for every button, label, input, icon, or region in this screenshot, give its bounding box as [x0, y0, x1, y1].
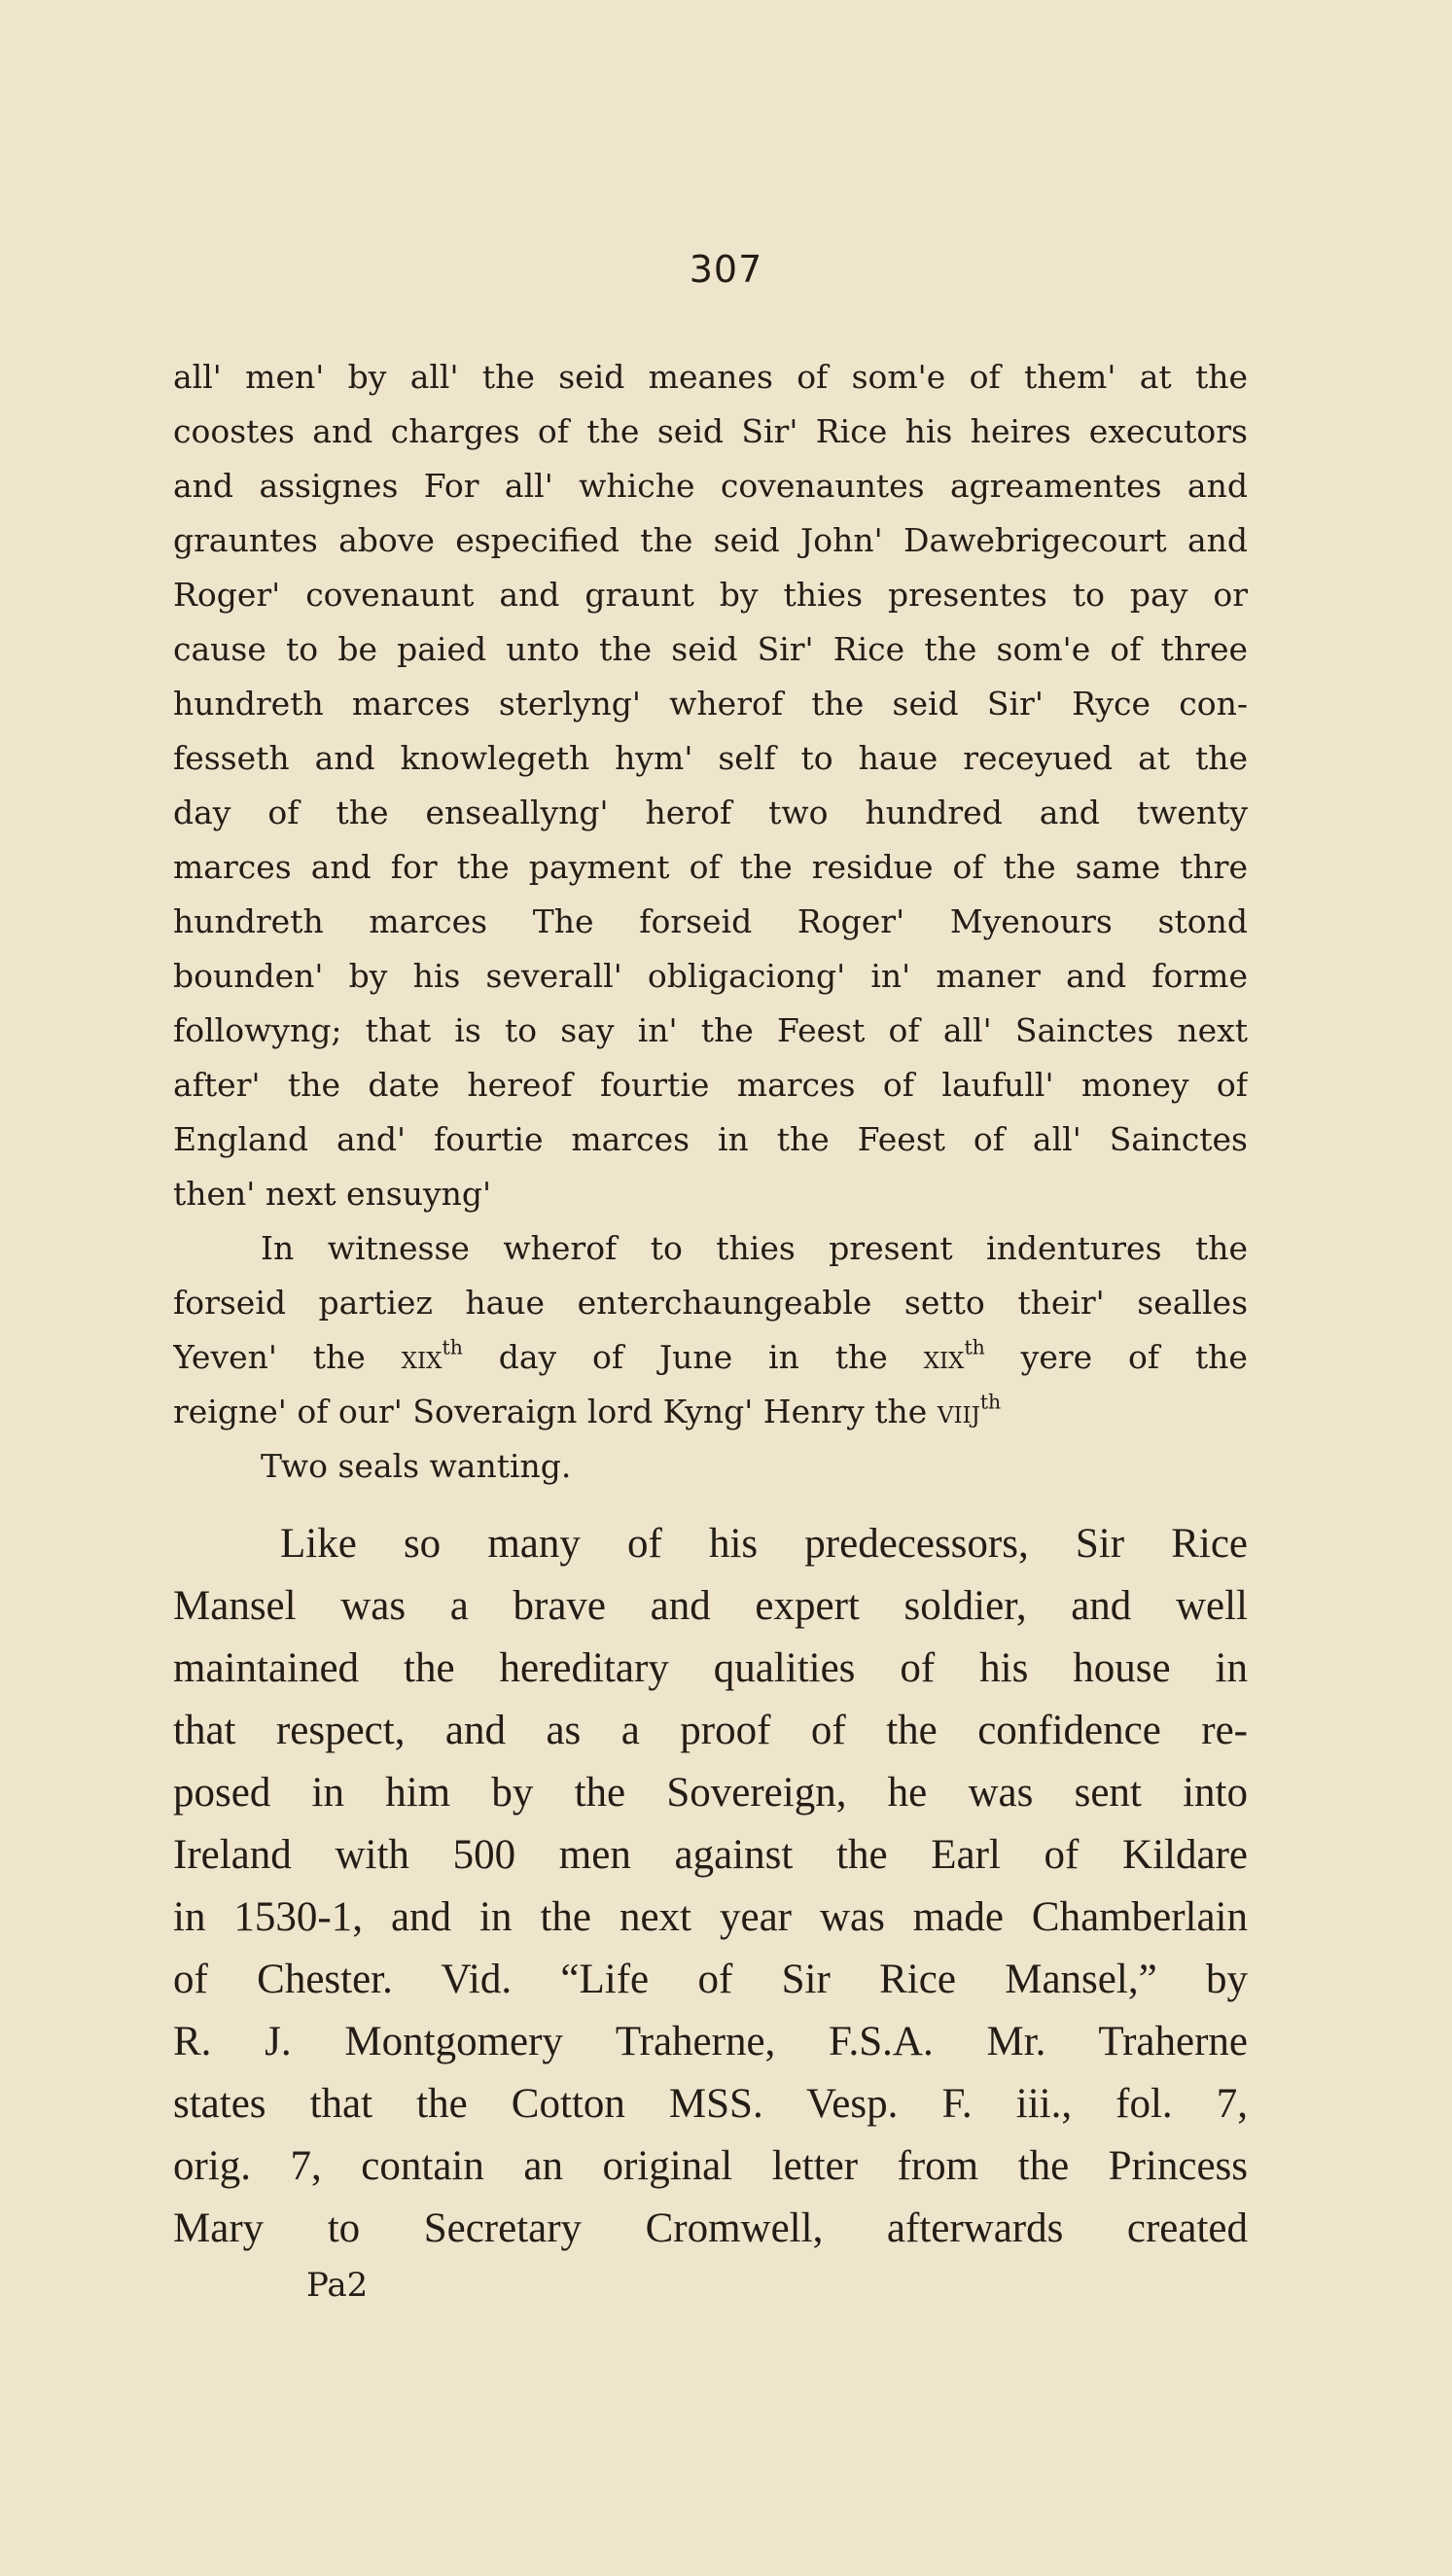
deed-line: bounden' by his severall' obligaciong' in' maner and forme [173, 957, 1248, 995]
narrative-line: posed in him by the Sovereign, he was sent into [173, 1770, 1248, 1816]
narrative-line: Ireland with 500 men against the Earl of Kildare [173, 1832, 1248, 1878]
page-number: 307 [689, 248, 763, 291]
deed-line: England and' fourtie marces in the Feest of all' Sainctes [173, 1120, 1248, 1158]
deed-line: all' men' by all' the seid meanes of som'e of them' at the [173, 358, 1248, 396]
date-line [173, 1330, 1248, 1385]
deed-transcription [173, 350, 1248, 1494]
deed-line: cause to be paied unto the seid Sir' Rice the som'e of three [173, 630, 1248, 668]
narrative-line: orig. 7, contain an original letter from the Princess [173, 2143, 1248, 2189]
narrative-line: that respect, and as a proof of the confidence re- [173, 1708, 1248, 1753]
date-line-text: Yeven' the [173, 1338, 366, 1376]
deed-line: coostes and charges of the seid Sir' Rice his heires executors [173, 412, 1248, 450]
date-line-text: yere of the [1020, 1338, 1248, 1376]
regnal-year-numeral: xix [923, 1338, 965, 1376]
narrative-line: Mary to Secretary Cromwell, afterwards created [173, 2205, 1248, 2251]
deed-line: and assignes For all' whiche covenauntes agreamentes and [173, 467, 1248, 505]
narrative-line: maintained the hereditary qualities of his house in [173, 1645, 1248, 1691]
deed-line: grauntes above especified the seid John' Dawebrigecourt and [173, 521, 1248, 559]
witness-line: forseid partiez haue enterchaungeable setto their' sealles [173, 1284, 1248, 1322]
narrative-line: states that the Cotton MSS. Vesp. F. iii., fol. 7, [173, 2081, 1248, 2127]
deed-line: hundreth marces The forseid Roger' Myenours stond [173, 902, 1248, 940]
witness-line: In witnesse wherof to thies present indentures the [261, 1229, 1248, 1267]
reign-line-text: reigne' of our' Soveraign lord Kyng' Henry the [173, 1393, 928, 1430]
deed-line: hundreth marces sterlyng' wherof the seid Sir' Ryce con- [173, 685, 1248, 723]
signature-mark: Pa2 [306, 2266, 369, 2305]
ordinal-suffix: th [964, 1335, 985, 1359]
deed-line: Roger' covenaunt and graunt by thies presentes to pay or [173, 576, 1248, 614]
seals-note: Two seals wanting. [261, 1447, 572, 1485]
narrative-line: of Chester. Vid. “Life of Sir Rice Mansel,” by [173, 1957, 1248, 2002]
deed-line: fesseth and knowlegeth hym' self to haue receyued at the [173, 739, 1248, 777]
deed-line: marces and for the payment of the residue of the same thre [173, 848, 1248, 886]
deed-line: then' next ensuyng' [173, 1175, 492, 1213]
deed-line: day of the enseallyng' herof two hundred and twenty [173, 794, 1248, 831]
king-numeral: viij [937, 1393, 980, 1430]
narrative-line: Like so many of his predecessors, Sir Rice [280, 1521, 1248, 1567]
narrative-line: Mansel was a brave and expert soldier, and well [173, 1583, 1248, 1629]
regnal-day-numeral: xix [401, 1338, 443, 1376]
deed-line: followyng; that is to say in' the Feest of all' Sainctes next [173, 1011, 1248, 1049]
narrative-line: R. J. Montgomery Traherne, F.S.A. Mr. Traherne [173, 2019, 1248, 2064]
date-line-text: day of June in the [498, 1338, 888, 1376]
narrative-paragraph [173, 1513, 1248, 2260]
reign-line [173, 1385, 1248, 1439]
ordinal-suffix: th [979, 1390, 1002, 1414]
deed-line: after' the date hereof fourtie marces of laufull' money of [173, 1066, 1248, 1104]
ordinal-suffix: th [442, 1335, 463, 1359]
narrative-line: in 1530-1, and in the next year was made Chamberlain [173, 1894, 1248, 1940]
